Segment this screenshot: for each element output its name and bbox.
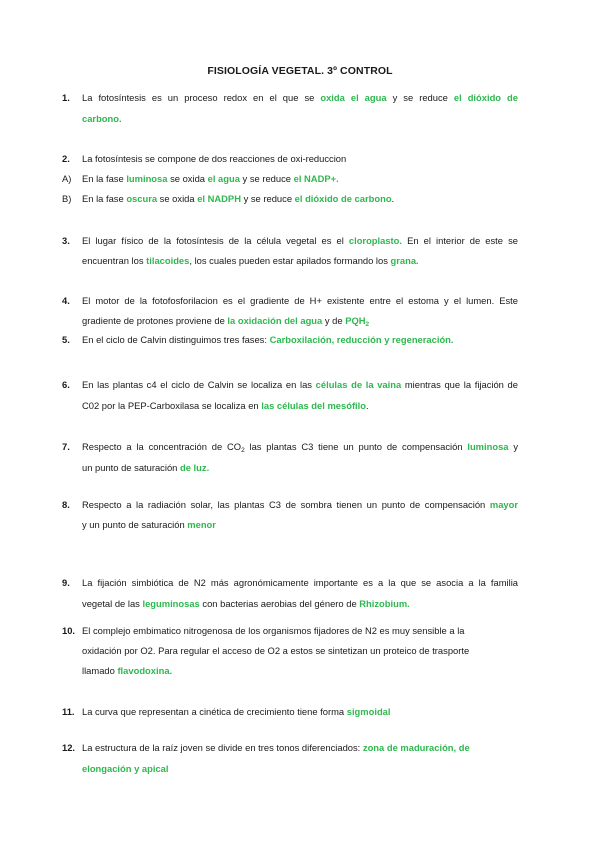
answer-highlight: luminosa [467, 441, 509, 452]
question-7-line-1 [82, 441, 518, 453]
question-number: 10. [62, 625, 76, 636]
answer-highlight: sigmoidal [346, 706, 391, 717]
question-1-line-1 [82, 92, 518, 104]
text: gradiente de protones proviene de [82, 315, 228, 326]
question-2-option-a [82, 173, 518, 185]
text: mientras que la fijación de [401, 379, 518, 390]
answer-highlight: el dióxido de [453, 92, 518, 103]
subscript: 2 [241, 447, 245, 454]
text: En la fase [82, 173, 127, 184]
text: . [366, 400, 369, 411]
question-10-line-3 [82, 665, 518, 677]
question-number: 8. [62, 499, 70, 510]
text: En las plantas c4 el ciclo de Calvin se localiza en las [82, 379, 316, 390]
question-6-line-2 [82, 400, 518, 412]
question-number: 2. [62, 153, 70, 164]
answer-highlight: el NADP+. [293, 173, 339, 184]
question-8-line-1 [82, 499, 518, 511]
question-11-line-1 [82, 706, 518, 718]
option-label: A) [62, 173, 72, 184]
question-number: 3. [62, 235, 70, 246]
question-12-line-2 [82, 763, 518, 775]
text: llamado [82, 665, 118, 676]
question-3-line-1 [82, 235, 518, 247]
question-9-line-2 [82, 598, 518, 610]
question-6-line-1 [82, 379, 518, 391]
text: PQH [345, 315, 366, 326]
text: La curva que representan a cinética de crecimiento tiene forma [82, 706, 347, 717]
text: las plantas C3 tiene un punto de compensación [244, 441, 468, 452]
text: El lugar físico de la fotosíntesis de la célula vegetal es el [82, 235, 349, 246]
text: encuentran los [82, 255, 147, 266]
text: se oxida [167, 173, 208, 184]
answer-highlight: tilacoides [146, 255, 190, 266]
subscript: 2 [365, 321, 370, 328]
question-9-line-1: La fijación simbiótica de N2 más agronómicamente importante es a la que se asocia a la familia [82, 577, 518, 588]
answer-highlight: zona de maduración, de [362, 742, 470, 753]
answer-highlight: el agua [207, 173, 240, 184]
text: se oxida [157, 193, 198, 204]
answer-highlight: grana. [390, 255, 419, 266]
text: Respecto a la radiación solar, las plantas C3 de sombra tienen un punto de compensación [82, 499, 490, 510]
text: con bacterias aerobias del género de [199, 598, 360, 609]
question-number: 9. [62, 577, 70, 588]
question-2-line-1: La fotosíntesis se compone de dos reacciones de oxi-reduccion [82, 153, 347, 164]
answer-highlight: oxida el agua [320, 92, 387, 103]
answer-highlight: oscura [126, 193, 158, 204]
text: un punto de saturación [82, 462, 180, 473]
answer-highlight: Carboxilación, reducción y regeneración. [269, 334, 454, 345]
question-7-line-2 [82, 462, 518, 474]
question-4-line-1: El motor de la fotofosforilacion es el gradiente de H+ existente entre el estoma y el lumen. Este [82, 295, 518, 306]
answer-highlight: cloroplasto. [348, 235, 403, 246]
question-10-line-1: El complejo embimatico nitrogenosa de los organismos fijadores de N2 es muy sensible a la [82, 625, 465, 636]
question-number: 11. [62, 706, 75, 717]
text: , los cuales pueden estar apilados formando los [189, 255, 391, 266]
text: y se reduce [239, 173, 294, 184]
text: La fotosíntesis es un proceso redox en el que se [82, 92, 321, 103]
text: y se reduce [386, 92, 454, 103]
answer-highlight: el NADPH [197, 193, 241, 204]
answer-highlight: células de la vaina [315, 379, 402, 390]
answer-highlight: menor [187, 519, 216, 530]
text: y un punto de saturación [82, 519, 188, 530]
text: y [508, 441, 519, 452]
answer-highlight: de luz. [180, 462, 210, 473]
text: Respecto a la concentración de CO [82, 441, 242, 452]
question-3-line-2 [82, 255, 518, 267]
question-number: 5. [62, 334, 70, 345]
question-number: 4. [62, 295, 70, 306]
question-4-line-2 [82, 315, 518, 327]
answer-highlight: Rhizobium. [359, 598, 410, 609]
answer-highlight: la oxidación del agua [227, 315, 323, 326]
question-number: 12. [62, 742, 76, 753]
text: En la fase [82, 193, 127, 204]
question-12-line-1 [82, 742, 518, 754]
question-number: 7. [62, 441, 70, 452]
text: vegetal de las [82, 598, 143, 609]
answer-highlight: carbono. [82, 113, 122, 124]
text: . [391, 193, 395, 204]
option-label: B) [62, 193, 72, 204]
text: C02 por la PEP-Carboxilasa se localiza en [82, 400, 262, 411]
answer-highlight: flavodoxina. [117, 665, 173, 676]
text: La estructura de la raíz joven se divide en tres tonos diferenciados: [82, 742, 363, 753]
text: En el ciclo de Calvin distinguimos tres fases: [82, 334, 270, 345]
question-2-option-b [82, 193, 518, 205]
text: y de [322, 315, 346, 326]
answer-highlight: elongación y apical [82, 763, 169, 774]
text: En el interior de este se [402, 235, 518, 246]
question-5-line-1 [82, 334, 518, 346]
question-10-line-2: oxidación por O2. Para regular el acceso de O2 a estos se sintetizan un proteico de trasporte [82, 645, 470, 656]
page-title: FISIOLOGÍA VEGETAL. 3º CONTROL [207, 65, 393, 77]
question-number: 6. [62, 379, 70, 390]
text: y se reduce [240, 193, 295, 204]
answer-highlight: el dióxido de carbono [294, 193, 392, 204]
question-8-line-2 [82, 519, 518, 531]
answer-highlight: luminosa [126, 173, 168, 184]
question-number: 1. [62, 92, 70, 103]
answer-highlight: leguminosas [142, 598, 200, 609]
answer-highlight [345, 315, 369, 326]
answer-highlight: las células del mesófilo [261, 400, 366, 411]
question-1-line-2 [82, 113, 518, 125]
answer-highlight: mayor [489, 499, 518, 510]
